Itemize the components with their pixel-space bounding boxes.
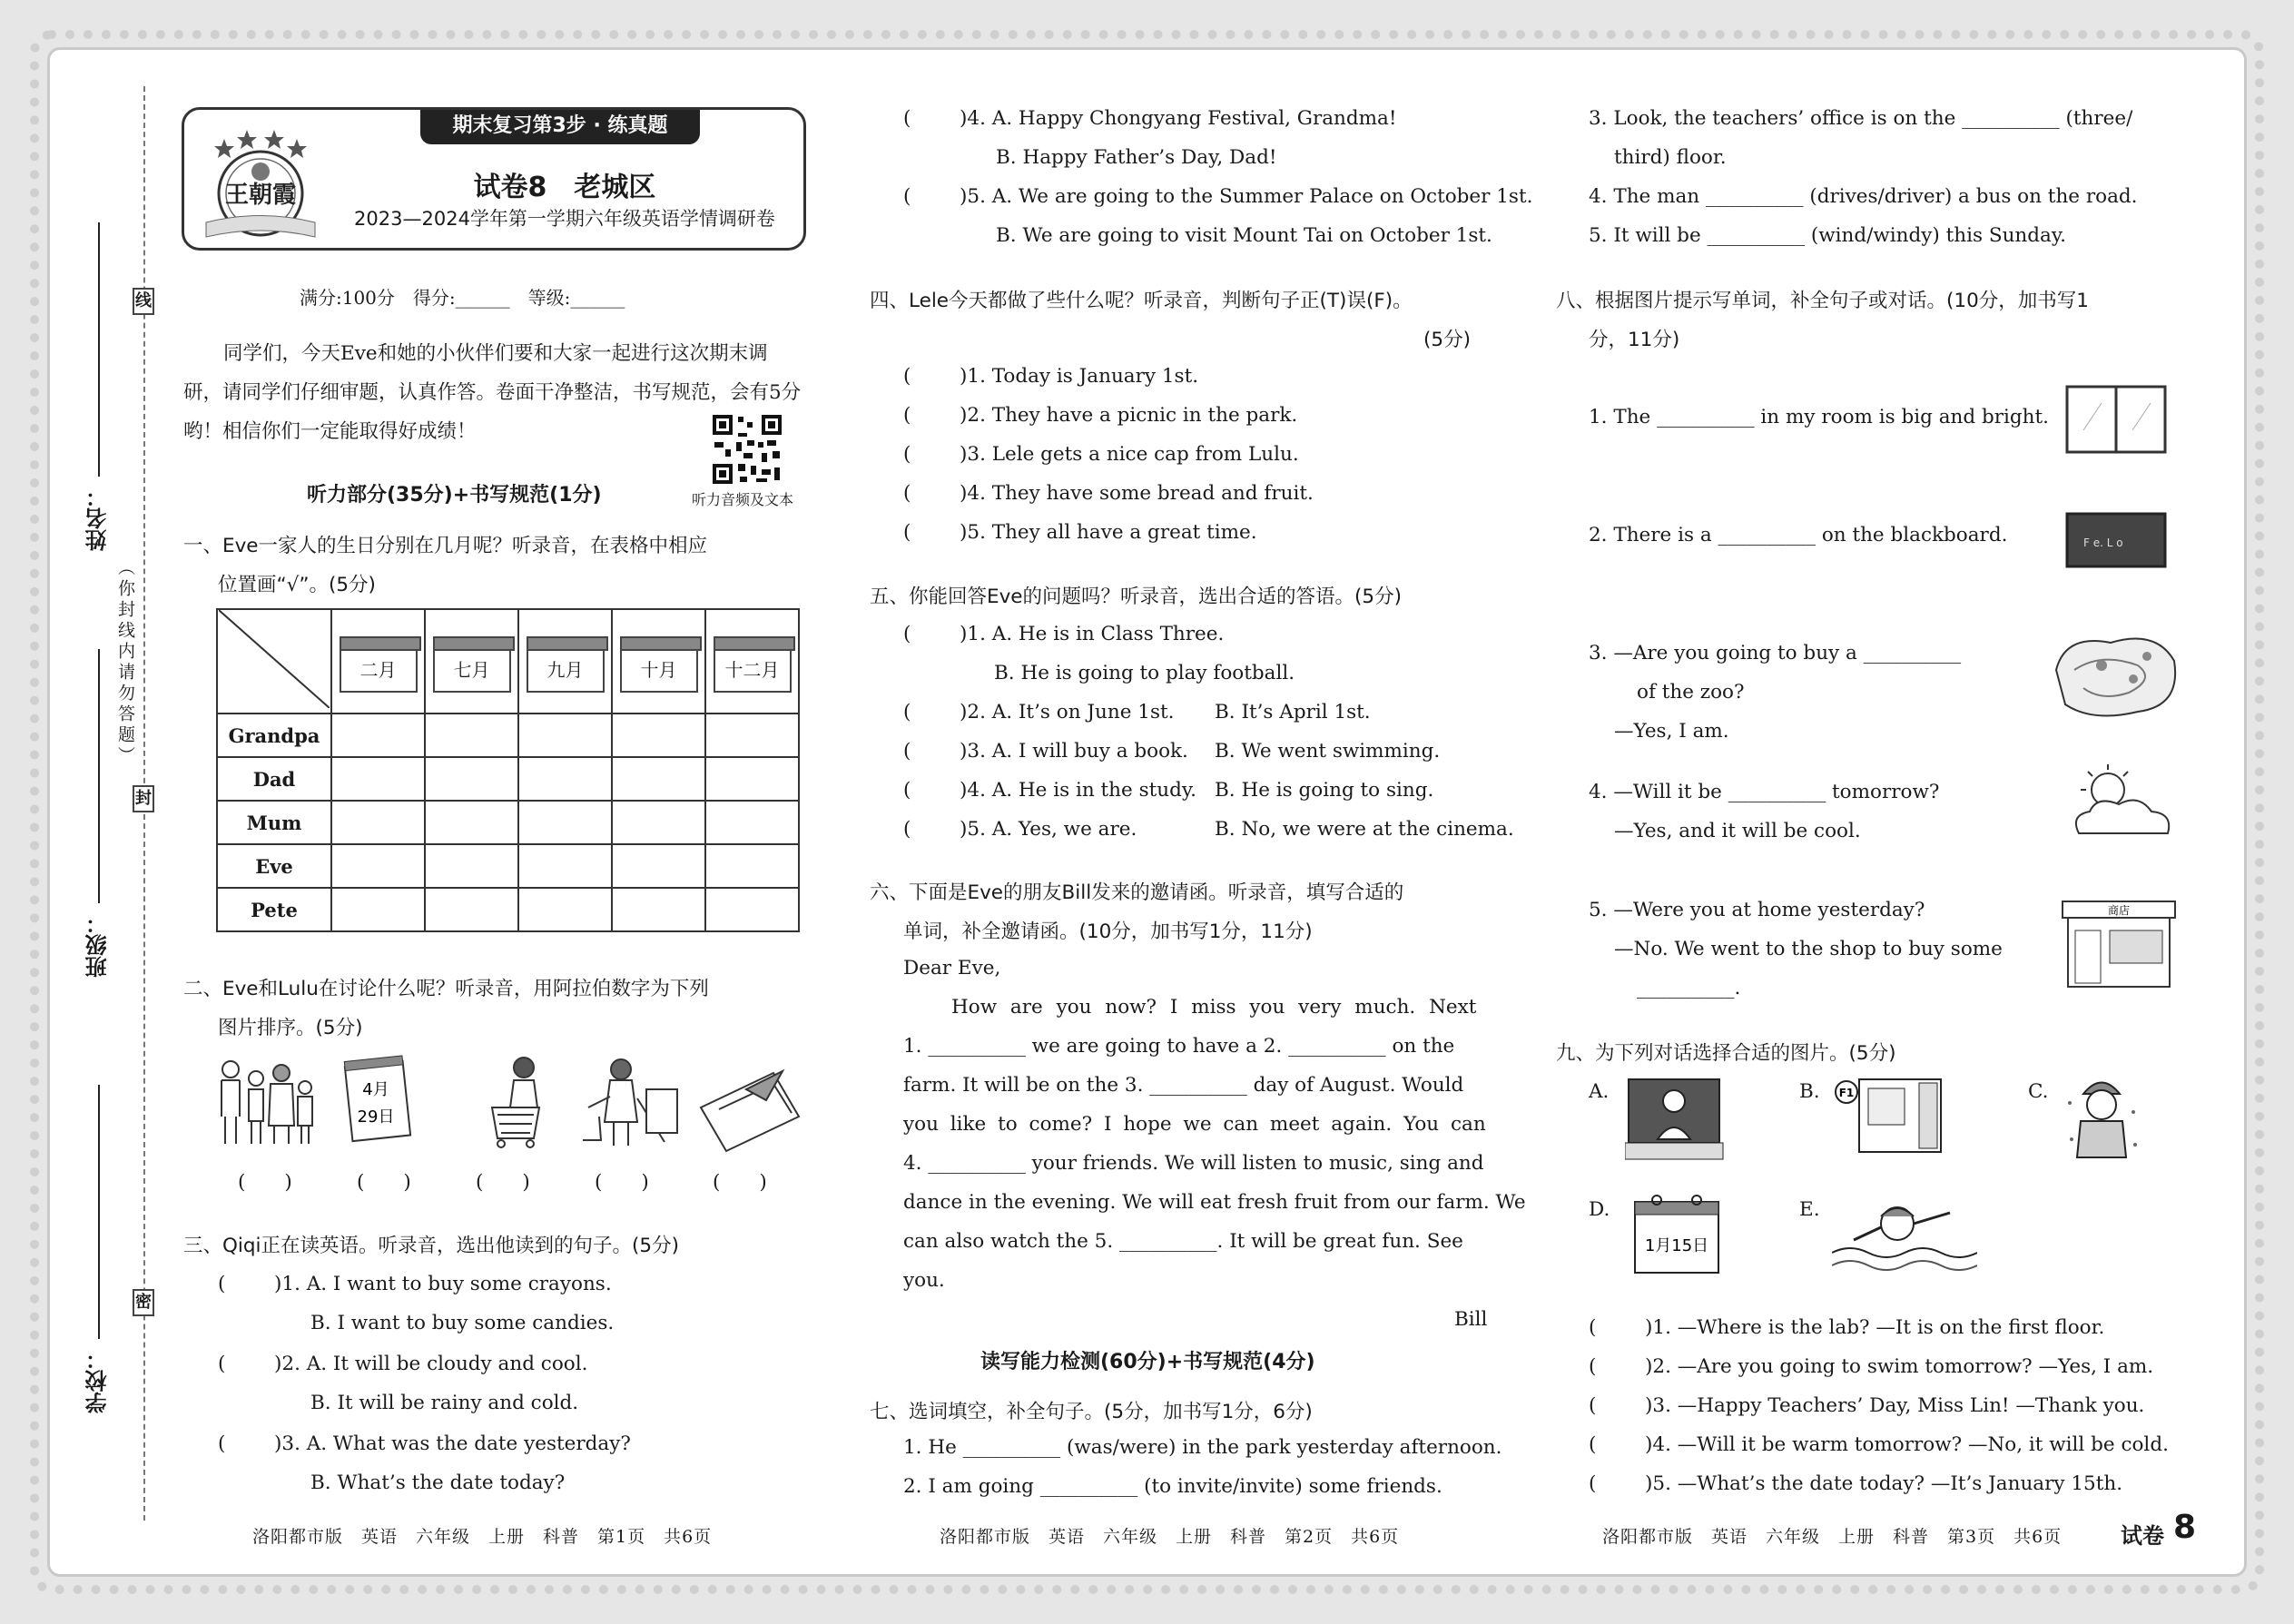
q3-item-2a: ( )2. A. It will be cloudy and cool. [218, 1353, 588, 1375]
class-label: 班级： [85, 912, 111, 978]
svg-text:王朝霞: 王朝霞 [224, 182, 297, 209]
exam-label: 试卷 [2121, 1523, 2164, 1549]
answer-cell[interactable] [518, 801, 612, 844]
window-picture [2065, 385, 2170, 458]
q3-item-4a: ( )4. A. Happy Chongyang Festival, Grandma! [903, 107, 1397, 130]
q9-title: 九、为下列对话选择合适的图片。(5分) [1556, 1042, 1896, 1065]
q9-item-4: ( )4. —Will it be warm tomorrow? —No, it will be cold. [1589, 1433, 2169, 1456]
q9-item-3: ( )3. —Happy Teachers’ Day, Miss Lin! —Thank you. [1589, 1394, 2145, 1417]
answer-cell[interactable] [331, 888, 425, 931]
cleaning-picture [583, 1059, 677, 1146]
q5-item-4: ( )4. A. He is in the study. [903, 779, 1196, 802]
q5-item-5: ( )5. A. Yes, we are. [903, 818, 1137, 841]
q4-item-4: ( )4. They have some bread and fruit. [903, 482, 1314, 505]
answer-cell[interactable] [518, 844, 612, 888]
q8-item-4: 4. —Will it be __________ tomorrow? [1589, 781, 1940, 803]
answer-cell[interactable] [705, 888, 799, 931]
table-corner [217, 609, 331, 714]
review-step-tag: 期末复习第3步 · 练真题 [420, 108, 700, 144]
q3-title: 三、Qiqi正在读英语。听录音，选出他读到的句子。(5分) [183, 1235, 679, 1257]
q3-item-4b: B. Happy Father’s Day, Dad! [996, 146, 1277, 169]
q9-letter-c: C. [2028, 1080, 2049, 1103]
lab-picture[interactable] [1832, 1076, 1973, 1157]
q2-answer-2[interactable]: ( ) [357, 1171, 411, 1194]
q6-title-2: 单词，补全邀请函。(10分，加书写1分，11分) [903, 920, 1313, 943]
calendar-picture [344, 1056, 410, 1141]
q7-title: 七、选词填空，补全句子。(5分，加书写1分，6分) [870, 1401, 1313, 1423]
q8-item-5b: —No. We went to the shop to buy some [1614, 938, 2003, 960]
answer-cell[interactable] [331, 801, 425, 844]
q1-title-2: 位置画“√”。(5分) [218, 574, 376, 596]
row-label: Pete [217, 888, 331, 931]
map-picture [2047, 625, 2183, 724]
q5-item-2: ( )2. A. It’s on June 1st. [903, 701, 1175, 723]
q9-letter-d: D. [1589, 1198, 1610, 1221]
q6-title-1: 六、下面是Eve的朋友Bill发来的邀请函。听录音，填写合适的 [870, 881, 1404, 904]
letter-line-2: 1. __________ we are going to have a 2. __________ on the [903, 1035, 1455, 1058]
shop-picture [2061, 894, 2179, 989]
row-label: Eve [217, 844, 331, 888]
birthday-table [216, 608, 800, 932]
q2-answer-3[interactable]: ( ) [476, 1171, 530, 1194]
svg-text:29日: 29日 [357, 1107, 395, 1127]
class-field[interactable] [98, 649, 100, 903]
svg-text:商店: 商店 [2107, 904, 2131, 917]
listening-section-title: 听力部分(35分)+书写规范(1分) [307, 484, 602, 507]
answer-cell[interactable] [705, 757, 799, 801]
binding-margin [62, 86, 162, 1521]
q2-title-1: 二、Eve和Lulu在讨论什么呢？听录音，用阿拉伯数字为下列 [183, 978, 709, 1000]
month-header: 九月 [518, 609, 612, 714]
q8-item-2: 2. There is a __________ on the blackboard. [1589, 524, 2008, 546]
school-label: 学校： [85, 1348, 111, 1413]
answer-cell[interactable] [705, 801, 799, 844]
row-label: Dad [217, 757, 331, 801]
letter-line-3: farm. It will be on the 3. __________ day of August. Would [903, 1074, 1464, 1097]
q4-item-2: ( )2. They have a picnic in the park. [903, 404, 1298, 427]
answer-cell[interactable] [425, 888, 518, 931]
q8-item-3b: of the zoo? [1637, 681, 1745, 704]
row-label: Grandpa [217, 714, 331, 757]
q5-item-2b: B. It’s April 1st. [1215, 701, 1371, 723]
q8-item-5c: __________. [1637, 977, 1741, 999]
answer-cell[interactable] [612, 757, 705, 801]
answer-cell[interactable] [425, 844, 518, 888]
letter-line-8: you. [903, 1269, 945, 1292]
q8-item-5: 5. —Were you at home yesterday? [1589, 899, 1925, 921]
q7-item-3b: third) floor. [1614, 146, 1727, 169]
reading-section-title: 读写能力检测(60分)+书写规范(4分) [980, 1351, 1315, 1373]
q8-item-1: 1. The __________ in my room is big and bright. [1589, 406, 2049, 428]
q7-item-2: 2. I am going __________ (to invite/invite) some friends. [903, 1475, 1442, 1498]
answer-cell[interactable] [612, 714, 705, 757]
letter-line-6: dance in the evening. We will eat fresh fruit from our farm. We [903, 1191, 1526, 1214]
answer-cell[interactable] [518, 888, 612, 931]
q4-item-3: ( )3. Lele gets a nice cap from Lulu. [903, 443, 1299, 466]
q8-title-2: 分，11分) [1589, 329, 1680, 351]
school-field[interactable] [98, 1085, 100, 1339]
answer-cell[interactable] [425, 801, 518, 844]
blackboard-picture [2065, 512, 2170, 572]
q1-title-1: 一、Eve一家人的生日分别在几月呢？听录音，在表格中相应 [183, 535, 708, 557]
q2-answer-5[interactable]: ( ) [713, 1171, 767, 1194]
q3-item-3b: B. What’s the date today? [310, 1471, 566, 1494]
answer-cell[interactable] [518, 757, 612, 801]
name-label: 姓名： [85, 486, 111, 551]
q4-title: 四、Lele今天都做了些什么呢？听录音，判断句子正(T)误(F)。 [870, 290, 1413, 312]
footer-page-3: 洛阳都市版 英语 六年级 上册 科普 第3页 共6页 [1602, 1527, 2063, 1547]
footer-page-1: 洛阳都市版 英语 六年级 上册 科普 第1页 共6页 [252, 1527, 713, 1547]
q3-item-1a: ( )1. A. I want to buy some crayons. [218, 1273, 612, 1295]
letter-line-4: you like to come? I hope we can meet again. You can [903, 1113, 1486, 1136]
q5-item-3b: B. We went swimming. [1215, 740, 1441, 763]
family-picture [222, 1061, 312, 1144]
letter-line-1: How are you now? I miss you very much. Next [951, 996, 1477, 1019]
q2-pictures [211, 1053, 810, 1153]
q3-item-3a: ( )3. A. What was the date yesterday? [218, 1432, 631, 1455]
q7-item-5: 5. It will be __________ (wind/windy) this Sunday. [1589, 224, 2066, 247]
publisher-logo [197, 123, 324, 241]
cold-boy-picture[interactable] [2061, 1067, 2142, 1166]
q3-item-5b: B. We are going to visit Mount Tai on October 1st. [996, 224, 1492, 247]
answer-cell[interactable] [425, 714, 518, 757]
answer-cell[interactable] [705, 844, 799, 888]
name-field[interactable] [98, 222, 100, 477]
answer-cell[interactable] [518, 714, 612, 757]
q3-item-2b: B. It will be rainy and cold. [310, 1392, 579, 1414]
answer-cell[interactable] [612, 888, 705, 931]
answer-cell[interactable] [705, 714, 799, 757]
q5-item-1a: ( )1. A. He is in Class Three. [903, 623, 1225, 645]
month-header: 十月 [612, 609, 705, 714]
q5-item-4b: B. He is going to sing. [1215, 779, 1434, 802]
letter-line-7: can also watch the 5. __________. It will be great fun. See [903, 1230, 1463, 1253]
q9-item-5: ( )5. —What’s the date today? —It’s January 15th. [1589, 1472, 2123, 1495]
q9-item-2: ( )2. —Are you going to swim tomorrow? —Yes, I am. [1589, 1355, 2154, 1378]
seal-tag-line: 线 [133, 288, 154, 315]
svg-text:F1: F1 [1838, 1087, 1855, 1099]
answer-cell[interactable] [425, 757, 518, 801]
sun-cloud-picture [2061, 761, 2179, 847]
q4-item-5: ( )5. They all have a great time. [903, 521, 1257, 544]
q3-item-1b: B. I want to buy some candies. [310, 1312, 615, 1334]
q2-answer-4[interactable]: ( ) [595, 1171, 649, 1194]
q5-item-1b: B. He is going to play football. [994, 662, 1295, 684]
exam-header [182, 107, 806, 251]
q8-item-3c: —Yes, I am. [1614, 720, 1729, 743]
month-header: 十二月 [705, 609, 799, 714]
intro-line-3: 哟！相信你们一定能取得好成绩！ [183, 420, 477, 443]
seal-note: （你封线内请勿答题） [115, 558, 135, 767]
footer-page-2: 洛阳都市版 英语 六年级 上册 科普 第2页 共6页 [940, 1527, 1400, 1547]
q4-item-1: ( )1. Today is January 1st. [903, 365, 1199, 388]
q3-item-5a: ( )5. A. We are going to the Summer Palace on October 1st. [903, 185, 1533, 208]
qr-caption: 听力音频及文本 [692, 491, 794, 508]
month-header: 七月 [425, 609, 518, 714]
seal-tag-secret: 密 [133, 1289, 154, 1316]
q9-letter-e: E. [1799, 1198, 1820, 1221]
q8-item-3: 3. —Are you going to buy a __________ [1589, 642, 1962, 664]
shopping-picture [492, 1058, 539, 1147]
row-label: Mum [217, 801, 331, 844]
svg-text:1月15日: 1月15日 [1644, 1236, 1709, 1255]
letter-greeting: Dear Eve, [903, 957, 1001, 979]
q2-title-2: 图片排序。(5分) [218, 1017, 363, 1039]
answer-cell[interactable] [331, 844, 425, 888]
exam-title: 试卷8 老城区 [473, 172, 656, 203]
letter-line-5: 4. __________ your friends. We will listen to music, sing and [903, 1152, 1484, 1175]
intro-line-2: 研，请同学们仔细审题，认真作答。卷面干净整洁，书写规范，会有5分 [183, 381, 802, 404]
q5-item-5b: B. No, we were at the cinema. [1215, 818, 1514, 841]
score-line: 满分:100分 得分:______ 等级:______ [300, 287, 625, 309]
intro-line-1: 同学们，今天Eve和她的小伙伴们要和大家一起进行这次期末调 [223, 342, 768, 365]
q9-letter-b: B. [1799, 1080, 1820, 1103]
q9-item-1: ( )1. —Where is the lab? —It is on the first floor. [1589, 1316, 2105, 1339]
letter-signature: Bill [1454, 1308, 1488, 1331]
swimmer-picture[interactable] [1832, 1196, 1977, 1278]
answer-cell[interactable] [612, 801, 705, 844]
q7-item-3: 3. Look, the teachers’ office is on the __________ (three/ [1589, 107, 2133, 130]
q2-answer-1[interactable]: ( ) [238, 1171, 292, 1194]
answer-cell[interactable] [612, 844, 705, 888]
qr-code[interactable] [711, 413, 783, 486]
q8-title-1: 八、根据图片提示写单词，补全句子或对话。(10分，加书写1 [1556, 290, 2089, 312]
q8-item-4b: —Yes, and it will be cool. [1614, 820, 1861, 842]
card-picture [701, 1071, 799, 1151]
exam-subtitle: 2023—2024学年第一学期六年级英语学情调研卷 [354, 208, 775, 230]
teacher-picture[interactable] [1625, 1076, 1725, 1162]
answer-cell[interactable] [331, 714, 425, 757]
answer-cell[interactable] [331, 757, 425, 801]
q5-title: 五、你能回答Eve的问题吗？听录音，选出合适的答语。(5分) [870, 586, 1402, 608]
seal-tag-seal: 封 [133, 785, 154, 812]
q7-item-1: 1. He __________ (was/were) in the park yesterday afternoon. [903, 1436, 1502, 1459]
q4-score: (5分) [1423, 329, 1471, 351]
q7-item-4: 4. The man __________ (drives/driver) a bus on the road. [1589, 185, 2138, 208]
month-header: 二月 [331, 609, 425, 714]
calendar-jan-picture[interactable] [1631, 1189, 1722, 1276]
svg-text:F e. L o: F e. L o [2083, 536, 2123, 549]
exam-number: 8 [2173, 1509, 2197, 1546]
q5-item-3: ( )3. A. I will buy a book. [903, 740, 1188, 763]
q9-letter-a: A. [1589, 1080, 1610, 1103]
svg-text:4月: 4月 [362, 1080, 389, 1099]
